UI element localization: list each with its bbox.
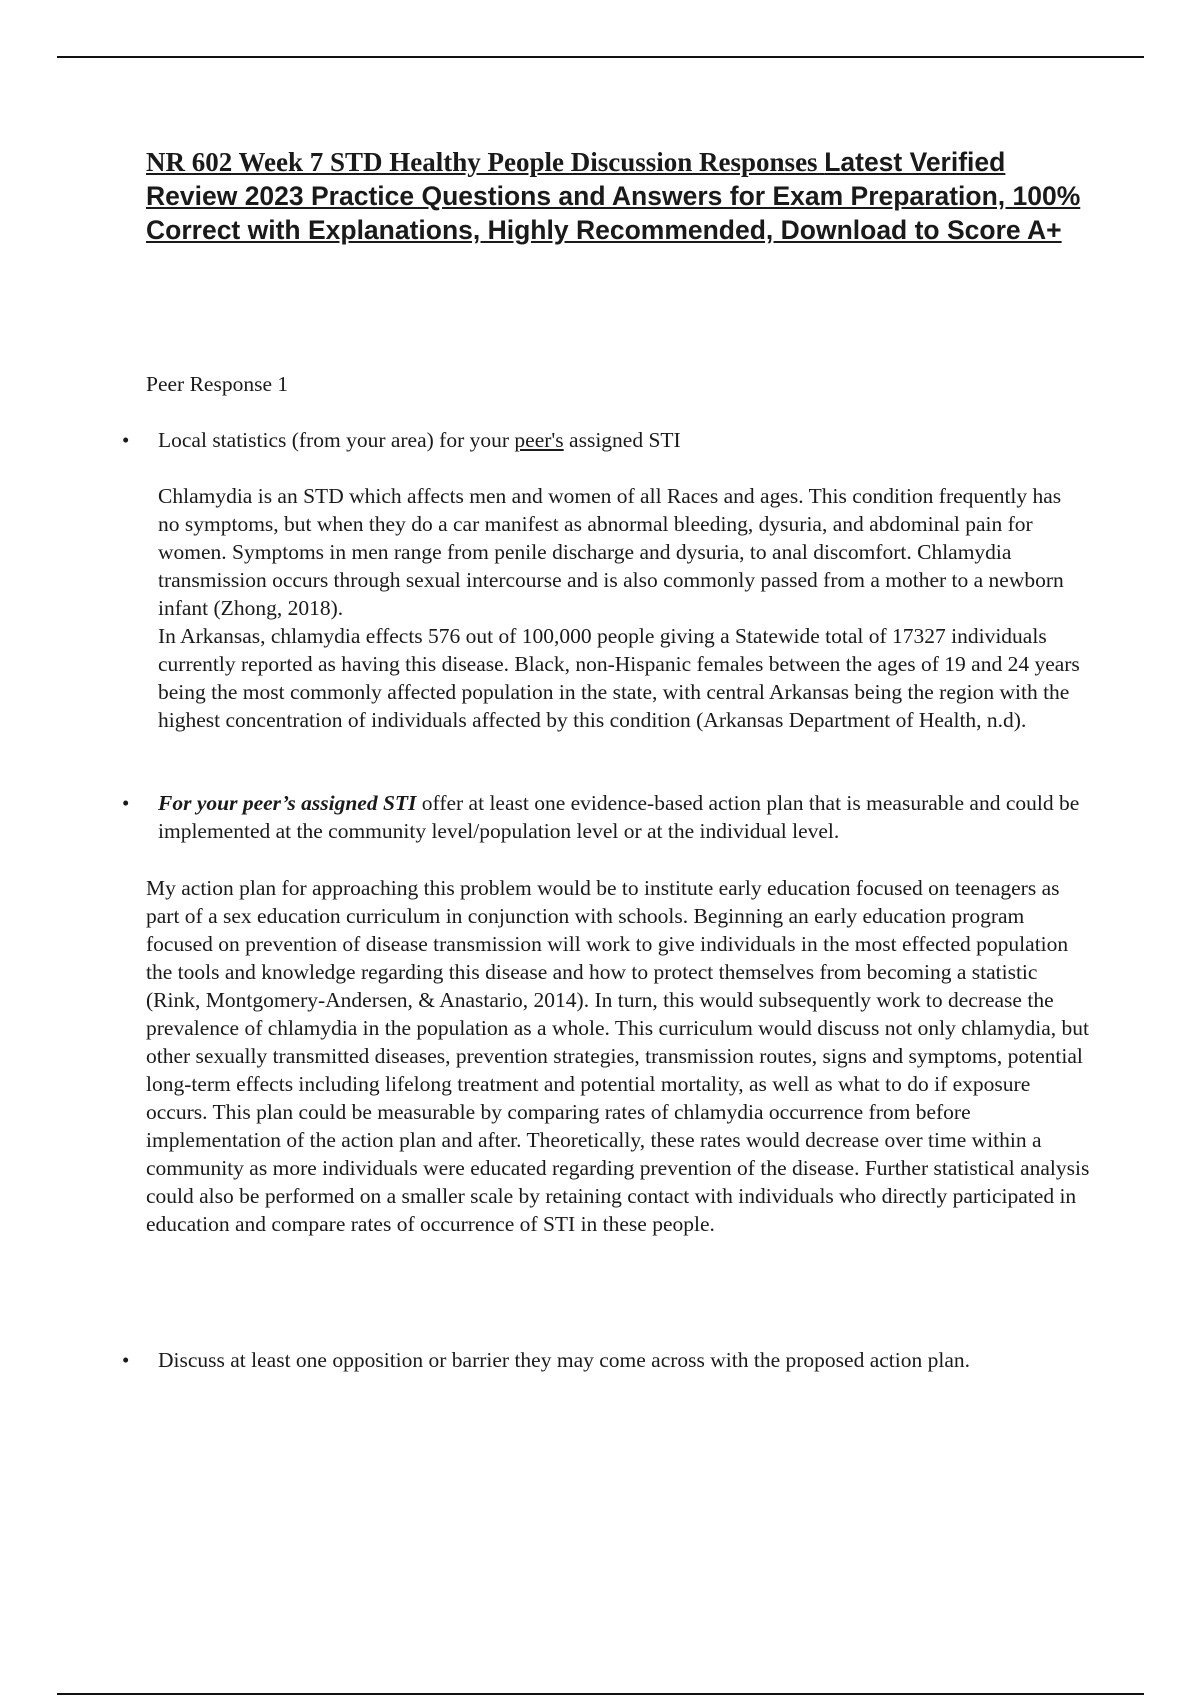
bullet-item-2 — [158, 789, 1083, 845]
title-description-part: Latest Verified Review 2023 Practice Questions and Answers for Exam Preparation, 100% Correct with Explanations, Highly Recommended, Download to Score A+ — [146, 147, 1081, 245]
bottom-rule — [57, 1693, 1144, 1695]
bullet-1-text-start: Local statistics (from your area) for your — [158, 428, 515, 452]
top-rule — [57, 56, 1144, 58]
bullet-item-3: Discuss at least one opposition or barrier they may come across with the proposed action plan. — [158, 1348, 971, 1372]
action-plan-paragraph: My action plan for approaching this problem would be to institute early education focused on teenagers as part of a sex education curriculum in conjunction with schools. Beginning an early education program focused on prevention of disease transmission will work to give individuals in the most effected population the tools and knowledge regarding this disease and how to protect themselves from becoming a statistic (Rink, Montgomery-Andersen, & Anastario, 2014). In turn, this would subsequently work to decrease the prevalence of chlamydia in the population as a whole. This curriculum would discuss not only chlamydia, but other sexually transmitted diseases, prevention strategies, transmission routes, signs and symptoms, potential long-term effects including lifelong treatment and potential mortality, as well as what to do if exposure occurs. This plan could be measurable by comparing rates of chlamydia occurrence from before implementation of the action plan and after. Theoretically, these rates would decrease over time within a community as more individuals were educated regarding prevention of the disease. Further statistical analysis could also be performed on a smaller scale by retaining contact with individuals who directly participated in education and compare rates of occurrence of STI in these people. — [146, 876, 1090, 1236]
bullet-2-text: offer at least one evidence-based action plan that is measurable and could be implemented at the community level/population level or at the individual level. — [158, 791, 1080, 843]
chlamydia-overview-paragraph: Chlamydia is an STD which affects men and women of all Races and ages. This condition frequently has no symptoms, but when they do a car manifest as abnormal bleeding, dysuria, and abdominal pain for women. Symptoms in men range from penile discharge and dysuria, to anal discomfort. Chlamydia transmission occurs through sexual intercourse and is also commonly passed from a mother to a newborn infant (Zhong, 2018). — [158, 484, 1064, 620]
arkansas-statistics-paragraph: In Arkansas, chlamydia effects 576 out of 100,000 people giving a Statewide total of 17327 individuals currently reported as having this disease. Black, non-Hispanic females between the ages of 19 and 24 years being the most commonly affected population in the state, with central Arkansas being the region with the highest concentration of individuals affected by this condition (Arkansas Department of Health, n.d). — [158, 624, 1080, 732]
bullet-1-underlined-word: peer's — [514, 428, 564, 452]
title-course-part: NR 602 Week 7 STD Healthy People Discussion Responses — [146, 147, 818, 177]
bullet-item-1 — [158, 426, 1098, 454]
section-label: Peer Response 1 — [146, 372, 289, 396]
bullet-marker-1: • — [122, 428, 130, 452]
bullet-marker-3: • — [122, 1348, 130, 1372]
document-title — [146, 145, 1086, 247]
bullet-1-text-end: assigned STI — [563, 428, 681, 452]
bullet-marker-2: • — [122, 791, 130, 815]
bullet-2-emphasis: For your peer’s assigned STI — [158, 791, 417, 815]
